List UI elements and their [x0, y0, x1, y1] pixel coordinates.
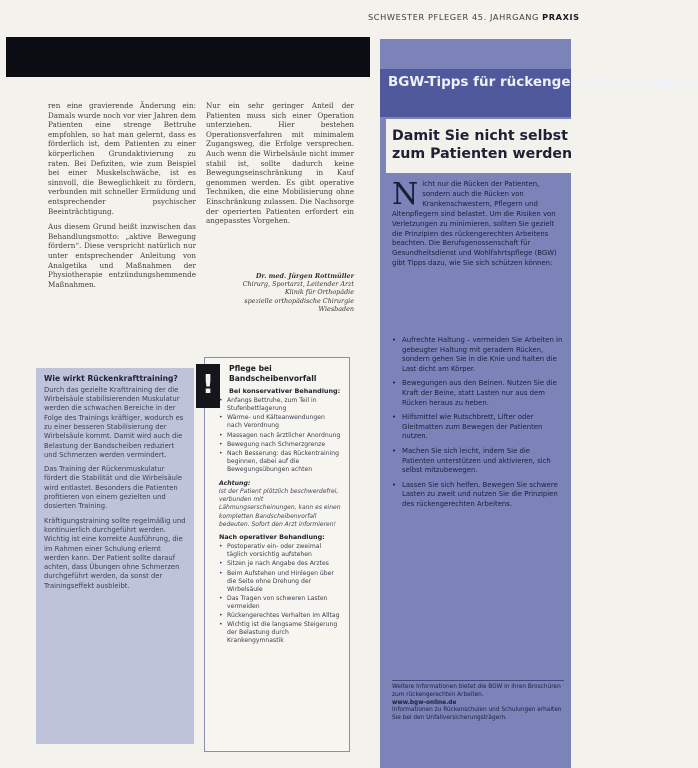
tips-title: [386, 119, 571, 171]
tips-intro: [392, 177, 564, 332]
tip-item: • Hilfsmittel wie Rutschbrett, Lifter oder Gleitmatten zum Bewegen der Patienten nutzen.: [392, 413, 564, 442]
magazine-name: SCHWESTER PFLEGER 45. JAHRGANG: [368, 12, 539, 22]
section-name: PRAXIS: [542, 12, 580, 22]
tips-footer-text: Weitere Informationen bietet die BGW in ihren Broschüren zum rückengerechten Arbeiten.: [392, 684, 561, 698]
paragraph: ren eine gravierende Änderung ein: Damals wurde noch vor vier Jahren dem Patienten eine strenge Bettruhe empfohlen, so hat man gelernt, dass es förderlich ist, dem Patienten zu einer körperlichen Grundaktivierung zu raten. Bei Defiziten, wie zum Beispiel bei einer Muskelschwäche, ist es sinnvoll, die Beweglichkeit zu fördern, verbunden mit schneller Ermüdung und entsprechender psychischer Beeinträchtigung.: [48, 101, 196, 216]
exclamation-icon: !: [196, 364, 220, 408]
care-title-line: Bandscheibenvorfall: [229, 373, 317, 383]
list-item: • Wärme- und Kälteanwendungen nach Verordnung: [219, 414, 341, 430]
tips-list: [392, 336, 564, 678]
text-column-1: [48, 101, 196, 363]
tips-title-line: Damit Sie nicht selbst: [392, 128, 568, 144]
info-box-back-training: [36, 368, 194, 744]
author-line: spezielle orthopädische Chirurgie: [244, 296, 354, 305]
tips-intro-text: icht nur die Rücken der Patienten, sondern auch die Rücken von Krankenschwestern, Pflegern und Altenpflegern sind belastet. Um die Risiken von Verletzungen zu minimieren, sollten Sie gezielt die Prinzipien des rückengerechten Arbeitens beachten. Die Berufsgenossenschaft für Gesundheitsdienst und Wohlfahrtspflege (BGW) gibt Tipps dazu, wie Sie sich schützen können:: [392, 180, 557, 268]
list-item: • Postoperativ ein- oder zweimal täglich vorsichtig aufstehen: [219, 543, 341, 559]
tip-item: • Lassen Sie sich helfen. Bewegen Sie schwere Lasten zu zweit und nutzen Sie die Prinzipien des rückengerechten Arbeitens.: [392, 481, 564, 510]
warning-heading: Achtung:: [219, 480, 251, 488]
paragraph: Nur ein sehr geringer Anteil der Patienten muss sich einer Operation unterziehen. Hier bestehen Operationsverfahren mit minimalem Zugangsweg, die Erfolge versprechen. Auch wenn die Wirbelsäule nicht immer stabil ist, sollte dadurch keine Bewegungseinschränkung in Kauf genommen werden. Es gibt operative Techniken, die eine Mobilisierung ohne Einschränkung zulassen. Die Nachsorge der operierten Patienten erfordert ein angepasstes Vorgehen.: [206, 101, 354, 226]
author-name: Dr. med. Jürgen Rottmüller: [255, 272, 354, 280]
tips-header: [380, 69, 698, 117]
info-box-title: Wie wirkt Rückenkrafttraining?: [44, 374, 178, 383]
list-item: • Massagen nach ärztlicher Anordnung: [219, 432, 341, 440]
info-paragraph: Kräftigungstraining sollte regelmäßig und kontinuierlich durchgeführt werden. Wichtig ist eine korrekte Ausführung, die im Rahmen einer Schulung erlernt werden kann. Der Patient sollte darauf achten, dass Übungen ohne Schmerzen durchgeführt werden, da sonst der Trainingseffekt ausbleibt.: [44, 516, 186, 590]
paragraph: Aus diesem Grund heißt inzwischen das Behandlungsmotto: „aktive Bewegung fördern“. Diese verspricht natürlich nur unter entsprechender Anleitung von Analgetika und Maßnahmen der Physiotherapie entzündungshemmende Maßnahmen.: [48, 222, 196, 289]
list-item: • Rückengerechtes Verhalten im Alltag: [219, 612, 341, 620]
author-line: Chirurg, Sportarzt, Leitender Arzt: [242, 280, 354, 289]
tips-title-line: zum Patienten werden: [392, 146, 573, 162]
list-item: • Das Tragen von schweren Lasten vermeiden: [219, 595, 341, 611]
tips-header-text: BGW-Tipps für rückengerechtes Arbeiten: [388, 74, 698, 90]
conservative-list: [219, 397, 341, 474]
list-item: • Bewegung nach Schmerzgrenze: [219, 441, 341, 449]
drop-cap: N: [392, 177, 419, 212]
warning-text: Ist der Patient plötzlich beschwerdefrei, verbunden mit Lähmungserscheinungen, kann es einen kompletten Bandscheibenvorfall bedeuten. Sofort den Arzt informieren!: [219, 488, 341, 528]
info-paragraph: Durch das gezielte Krafttraining der die Wirbelsäule stabilisierenden Muskulatur werden die schwachen Bereiche in der Folge des Trainings kräftiger, wodurch es zu einer besseren Stabilisierung der Wirbelsäule kommt. Damit wird auch die Belastung der Bandscheiben reduziert und Schmerzen werden vermindert.: [44, 385, 184, 459]
tip-item: • Aufrechte Haltung – vermeiden Sie Arbeiten in gebeugter Haltung mit geradem Rücken, sondern gehen Sie in die Knie und halten die Last dicht am Körper.: [392, 336, 564, 374]
tip-item: • Bewegungen aus den Beinen. Nutzen Sie die Kraft der Beine, statt Lasten nur aus dem Rücken heraus zu heben.: [392, 379, 564, 408]
conservative-heading: Bei konservativer Behandlung:: [229, 386, 341, 395]
text-column-2: [206, 101, 354, 271]
running-head: [368, 12, 580, 28]
tip-item: • Machen Sie sich leicht, indem Sie die Patienten unterstützen und aktivieren, sich selbst mitzubewegen.: [392, 447, 564, 476]
tips-footer-text: Informationen zu Rückenschulen und Schulungen erhalten Sie bei den Unfallversicherungsträgern.: [392, 707, 562, 722]
operative-heading: Nach operativer Behandlung:: [219, 532, 325, 541]
bgw-link[interactable]: www.bgw-online.de: [392, 699, 457, 706]
list-item: • Sitzen je nach Angabe des Arztes: [219, 560, 341, 568]
header-band: [6, 37, 370, 77]
care-box-title: [219, 364, 341, 384]
operative-list: [219, 543, 341, 645]
list-item: • Beim Aufstehen und Hinlegen über die Seite ohne Drehung der Wirbelsäule: [219, 570, 341, 594]
list-item: • Wichtig ist die langsame Steigerung der Belastung durch Krankengymnastik: [219, 621, 341, 645]
list-item: • Anfangs Bettruhe, zum Teil in Stufenbettlagerung: [219, 397, 341, 413]
care-title-line: Pflege bei: [229, 364, 272, 373]
author-line: Klinik für Orthopädie: [284, 288, 354, 297]
author-line: Wiesbaden: [318, 304, 354, 313]
tips-title-box: [386, 119, 571, 173]
care-box: [204, 357, 350, 752]
list-item: • Nach Besserung: das Rückentraining beginnen, dabei auf die Bewegungsübungen achten: [219, 450, 341, 474]
info-paragraph: Das Training der Rückenmuskulatur fördert die Stabilität und die Wirbelsäule wird entlastet. Besonders die Patienten profitieren von einem gezielten und dosierten Training.: [44, 465, 183, 511]
tips-footer: [392, 684, 564, 764]
author-signature: [206, 272, 354, 342]
tips-divider: [392, 680, 564, 681]
